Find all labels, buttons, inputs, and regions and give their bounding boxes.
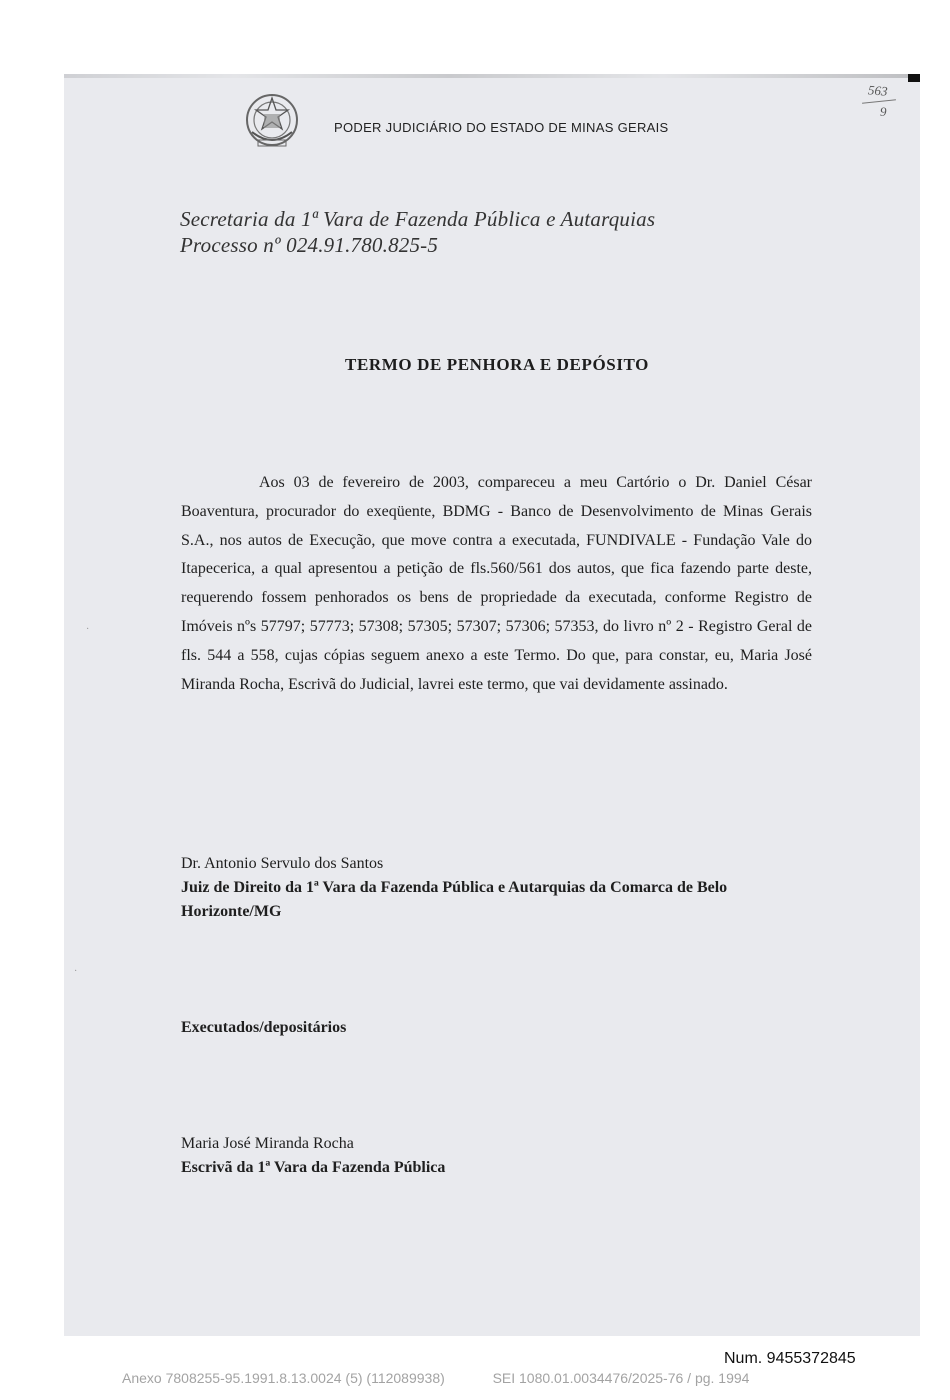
executados-label: Executados/depositários bbox=[181, 1019, 347, 1036]
margin-speck: · bbox=[74, 966, 78, 977]
document-number: Num. 9455372845 bbox=[724, 1350, 856, 1367]
court-header: PODER JUDICIÁRIO DO ESTADO DE MINAS GERAIS bbox=[334, 120, 669, 135]
page-stamp-number: 563 bbox=[867, 82, 889, 99]
margin-speck: · bbox=[86, 624, 90, 635]
escriva-role: Escrivã da 1ª Vara da Fazenda Pública bbox=[181, 1159, 446, 1176]
body-paragraph: Aos 03 de fevereiro de 2003, compareceu a meu Cartório o Dr. Daniel César Boaventura, procurador do exeqüente, BDMG - Banco de Desenvolvimento de Minas Gerais S.A., nos autos de Execução, que move contra a executada, FUNDIVALE - Fundação Vale do Itapecerica, a qual apresentou a petição de fls.560/561 dos autos, que fica fazendo parte deste, requerendo fossem penhorados os bens de propriedade da executada, conforme Registro de Imóveis nºs 57797; 57773; 57308; 57305; 57307; 57306; 57353, do livro nº 2 - Registro Geral de fls. 544 a 558, cujas cópias seguem anexo a este Termo. Do que, para constar, eu, Maria José Miranda Rocha, Escrivã do Judicial, lavrei este termo, que vai devidamente assinado. bbox=[181, 474, 812, 693]
judge-signature-block bbox=[181, 852, 821, 924]
document-title: TERMO DE PENHORA E DEPÓSITO bbox=[345, 355, 649, 374]
escriva-name: Maria José Miranda Rocha bbox=[181, 1135, 354, 1152]
judge-name: Dr. Antonio Servulo dos Santos bbox=[181, 855, 384, 872]
judge-role: Juiz de Direito da 1ª Vara da Fazenda Pública e Autarquias da Comarca de Belo Horizonte/MG bbox=[181, 879, 728, 920]
coat-of-arms-seal-icon bbox=[242, 90, 302, 154]
secretaria-heading bbox=[180, 206, 655, 258]
escriva-signature-block bbox=[181, 1132, 821, 1180]
process-number: Processo nº 024.91.780.825-5 bbox=[180, 233, 439, 257]
scan-edge bbox=[64, 74, 920, 78]
annex-reference: Anexo 7808255-95.1991.8.13.0024 (5) (112089938) bbox=[122, 1370, 445, 1386]
scanned-document bbox=[64, 74, 920, 1336]
page-stamp-underline bbox=[862, 99, 896, 104]
footer-reference bbox=[122, 1370, 749, 1386]
sei-reference: SEI 1080.01.0034476/2025-76 / pg. 1994 bbox=[492, 1370, 750, 1386]
secretaria-line: Secretaria da 1ª Vara de Fazenda Pública e Autarquias bbox=[180, 207, 656, 231]
scan-corner-mark bbox=[908, 74, 920, 82]
page-stamp-sub: 9 bbox=[880, 104, 887, 119]
